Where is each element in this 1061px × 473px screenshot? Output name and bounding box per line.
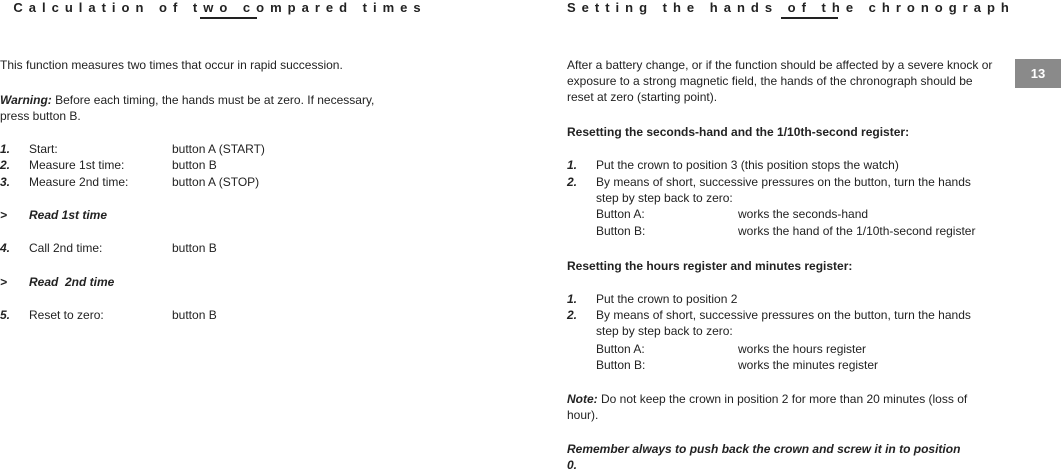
step-number: 1. (0, 142, 11, 156)
s2-step2-row (567, 307, 999, 339)
step-row (0, 174, 440, 190)
step-number: 5. (0, 308, 11, 322)
button-label: Button A: (596, 207, 645, 221)
step-number: 2. (0, 158, 11, 172)
button-function: works the hand of the 1/10th-second register (738, 224, 976, 238)
button-label: Button B: (596, 224, 646, 238)
left-heading: Calculation of two compared times (13, 0, 427, 15)
step-number: 2. (567, 175, 578, 189)
step-value: button B (172, 241, 217, 255)
note-text: Do not keep the crown in position 2 for more than 20 minutes (loss of hour). (567, 392, 968, 422)
section1-title: Resetting the seconds-hand and the 1/10th-second register: (567, 125, 910, 139)
right-heading-underline (781, 17, 838, 19)
step-row (0, 307, 440, 323)
step-row (0, 240, 440, 256)
s1-button-row (567, 206, 999, 222)
right-heading: Setting the hands of the chronograph (567, 0, 1015, 15)
step-row (0, 141, 440, 157)
note-label: Note: (567, 392, 598, 406)
step-value: button A (START) (172, 142, 265, 156)
s1-step1-row (567, 157, 999, 173)
left-intro: This function measures two times that occur in rapid succession. (0, 58, 343, 72)
s1-step2-row (567, 174, 999, 206)
button-function: works the hours register (738, 342, 867, 356)
step-label: Call 2nd time: (29, 241, 103, 255)
step-text: By means of short, successive pressures on the button, turn the hands step by step back to zero: (596, 308, 971, 338)
s2-button-row (567, 341, 999, 357)
step-value: button B (172, 158, 217, 172)
s2-step1-row (567, 291, 999, 307)
button-label: Button B: (596, 358, 646, 372)
read-marker: > (0, 275, 8, 289)
step-number: 1. (567, 158, 578, 172)
warning-paragraph (0, 92, 405, 124)
read-marker: > (0, 208, 8, 222)
step-number: 3. (0, 175, 11, 189)
right-intro: After a battery change, or if the function should be affected by a severe knock or exposure to a strong magnetic field, the hands of the chronograph should be reset at zero (starting point). (567, 58, 993, 104)
left-heading-underline (200, 17, 257, 19)
step-text: Put the crown to position 2 (596, 292, 738, 306)
button-function: works the minutes register (738, 358, 879, 372)
step-text: Put the crown to position 3 (this position stops the watch) (596, 158, 899, 172)
step-label: Start: (29, 142, 58, 156)
step-label: Measure 1st time: (29, 158, 125, 172)
read-1st-text: Read 1st time (29, 208, 108, 222)
step-value: button A (STOP) (172, 175, 260, 189)
step-row (0, 157, 440, 173)
page-number: 13 (1015, 59, 1061, 88)
section2-title: Resetting the hours register and minutes register: (567, 259, 853, 273)
button-label: Button A: (596, 342, 645, 356)
warning-label: Warning: (0, 93, 52, 107)
s1-button-row (567, 223, 999, 239)
step-label: Reset to zero: (29, 308, 104, 322)
button-function: works the seconds-hand (738, 207, 869, 221)
s2-button-row (567, 357, 999, 373)
step-value: button B (172, 308, 217, 322)
step-number: 4. (0, 241, 11, 255)
step-text: By means of short, successive pressures on the button, turn the hands step by step back to zero: (596, 175, 971, 205)
note-paragraph (567, 391, 999, 423)
read-2nd-text: Read 2nd time (29, 275, 115, 289)
reminder-text: Remember always to push back the crown and screw it in to position 0. (567, 442, 961, 472)
step-label: Measure 2nd time: (29, 175, 129, 189)
step-number: 2. (567, 308, 578, 322)
read-2nd-row (0, 274, 440, 290)
read-1st-row (0, 207, 440, 223)
warning-text: Before each timing, the hands must be at zero. If necessary, press button B. (0, 93, 375, 123)
step-number: 1. (567, 292, 578, 306)
